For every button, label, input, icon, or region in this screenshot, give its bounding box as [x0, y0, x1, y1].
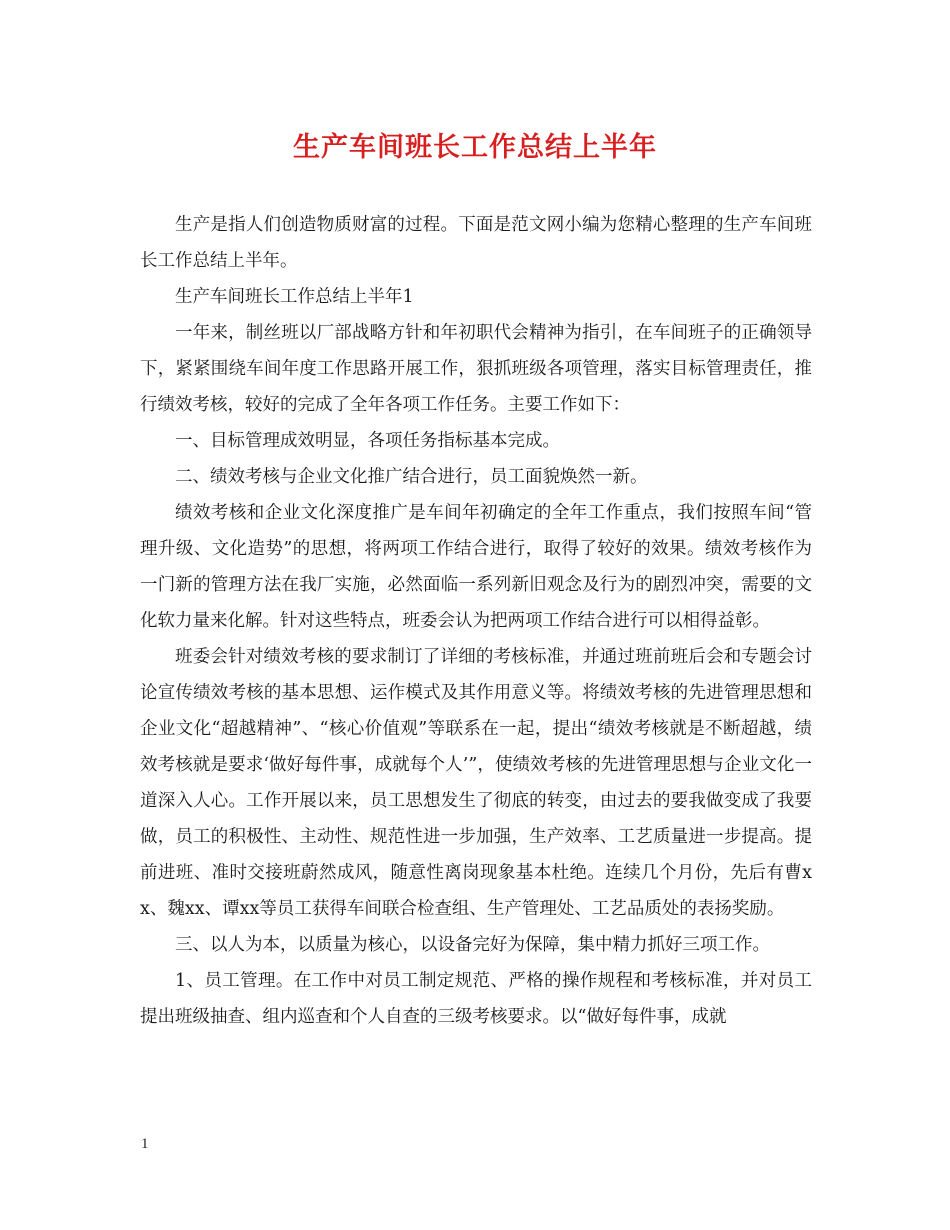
paragraph-section-heading: 生产车间班长工作总结上半年1: [175, 287, 414, 307]
paragraph-overview: 一年来，制丝班以厂部战略方针和年初职代会精神为指引，在车间班子的正确领导下，紧紧围绕车间年度工作思路开展工作，狠抓班级各项管理，落实目标管理责任，推行绩效考核，较好的完成了全年各项工作任务。主要工作如下：: [140, 323, 812, 415]
paragraph-point-one: 一、目标管理成效明显，各项任务指标基本完成。: [175, 431, 560, 451]
paragraph-committee: 班委会针对绩效考核的要求制订了详细的考核标准，并通过班前班后会和专题会讨论宣传绩效考核的基本思想、运作模式及其作用意义等。将绩效考核的先进管理思想和企业文化“超越精神”、“核心价值观”等联系在一起，提出“绩效考核就是不断超越，绩效考核就是要求‘做好每件事，成就每个人’”，使绩效考核的先进管理思想与企业文化一道深入人心。工作开展以来，员工思想发生了彻底的转变，由过去的要我做变成了我要做，员工的积极性、主动性、规范性进一步加强，生产效率、工艺质量进一步提高。提前进班、准时交接班蔚然成风，随意性离岗现象基本杜绝。连续几个月份，先后有曹xx、魏xx、谭xx等员工获得车间联合检查组、生产管理处、工艺品质处的表扬奖励。: [140, 647, 812, 919]
paragraph-intro: 生产是指人们创造物质财富的过程。下面是范文网小编为您精心整理的生产车间班长工作总结上半年。: [140, 215, 812, 271]
paragraph-performance-culture: 绩效考核和企业文化深度推广是车间年初确定的全年工作重点，我们按照车间“管理升级、文化造势”的思想，将两项工作结合进行，取得了较好的效果。绩效考核作为一门新的管理方法在我厂实施，必然面临一系列新旧观念及行为的剧烈冲突，需要的文化软力量来化解。针对这些特点，班委会认为把两项工作结合进行可以相得益彰。: [140, 503, 812, 631]
paragraph-staff-management: 1、员工管理。在工作中对员工制定规范、严格的操作规程和考核标准，并对员工提出班级抽查、组内巡查和个人自查的三级考核要求。以“做好每件事，成就: [140, 971, 812, 1027]
document-title: 生产车间班长工作总结上半年: [293, 132, 657, 163]
page-number: 1: [141, 1136, 149, 1152]
paragraph-point-three: 三、以人为本，以质量为核心，以设备完好为保障，集中精力抓好三项工作。: [175, 935, 770, 955]
document-body: [140, 207, 812, 1035]
paragraph-point-two: 二、绩效考核与企业文化推广结合进行，员工面貌焕然一新。: [175, 467, 648, 487]
